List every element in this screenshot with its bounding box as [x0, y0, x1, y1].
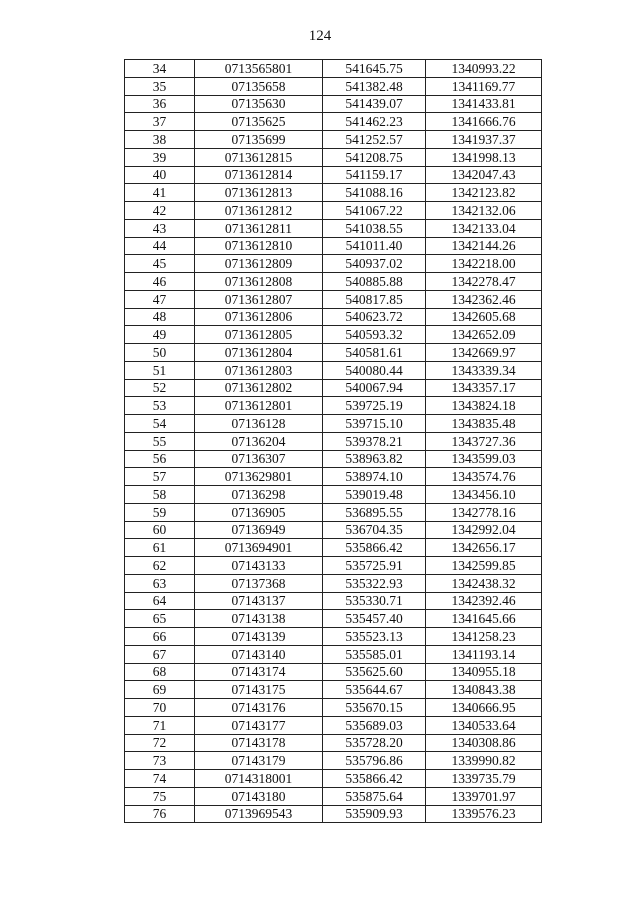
point-id-cell: 07143137 [195, 592, 323, 610]
table-row [125, 805, 542, 823]
row-number-cell: 40 [125, 166, 195, 184]
table-row [125, 131, 542, 149]
table-row [125, 468, 542, 486]
y-coordinate-cell: 1341645.66 [426, 610, 542, 628]
y-coordinate-cell: 1341258.23 [426, 628, 542, 646]
table-row [125, 663, 542, 681]
x-coordinate-cell: 541088.16 [323, 184, 426, 202]
row-number-cell: 60 [125, 521, 195, 539]
y-coordinate-cell: 1343824.18 [426, 397, 542, 415]
x-coordinate-cell: 535909.93 [323, 805, 426, 823]
row-number-cell: 34 [125, 60, 195, 78]
x-coordinate-cell: 541159.17 [323, 166, 426, 184]
y-coordinate-cell: 1342669.97 [426, 344, 542, 362]
y-coordinate-cell: 1343339.34 [426, 361, 542, 379]
table-row [125, 752, 542, 770]
row-number-cell: 70 [125, 699, 195, 717]
row-number-cell: 73 [125, 752, 195, 770]
x-coordinate-cell: 535670.15 [323, 699, 426, 717]
table-row [125, 273, 542, 291]
y-coordinate-cell: 1342218.00 [426, 255, 542, 273]
y-coordinate-cell: 1342599.85 [426, 557, 542, 575]
table-row [125, 592, 542, 610]
point-id-cell: 0713612815 [195, 148, 323, 166]
row-number-cell: 71 [125, 716, 195, 734]
table-row [125, 326, 542, 344]
y-coordinate-cell: 1342652.09 [426, 326, 542, 344]
table-row [125, 557, 542, 575]
row-number-cell: 67 [125, 645, 195, 663]
x-coordinate-cell: 535689.03 [323, 716, 426, 734]
x-coordinate-cell: 539378.21 [323, 432, 426, 450]
point-id-cell: 0713612812 [195, 202, 323, 220]
row-number-cell: 43 [125, 219, 195, 237]
x-coordinate-cell: 540623.72 [323, 308, 426, 326]
point-id-cell: 07136905 [195, 503, 323, 521]
point-id-cell: 07143140 [195, 645, 323, 663]
table-row [125, 219, 542, 237]
table-row [125, 237, 542, 255]
x-coordinate-cell: 535866.42 [323, 770, 426, 788]
y-coordinate-cell: 1342362.46 [426, 290, 542, 308]
point-id-cell: 07143133 [195, 557, 323, 575]
table-row [125, 681, 542, 699]
y-coordinate-cell: 1342392.46 [426, 592, 542, 610]
x-coordinate-cell: 535322.93 [323, 574, 426, 592]
y-coordinate-cell: 1342656.17 [426, 539, 542, 557]
y-coordinate-cell: 1341937.37 [426, 131, 542, 149]
table-row [125, 60, 542, 78]
point-id-cell: 0713612809 [195, 255, 323, 273]
table-row [125, 486, 542, 504]
point-id-cell: 07135630 [195, 95, 323, 113]
x-coordinate-cell: 540885.88 [323, 273, 426, 291]
row-number-cell: 68 [125, 663, 195, 681]
y-coordinate-cell: 1342144.26 [426, 237, 542, 255]
row-number-cell: 55 [125, 432, 195, 450]
x-coordinate-cell: 540080.44 [323, 361, 426, 379]
y-coordinate-cell: 1342123.82 [426, 184, 542, 202]
table-row [125, 699, 542, 717]
table-row [125, 716, 542, 734]
x-coordinate-cell: 538963.82 [323, 450, 426, 468]
row-number-cell: 61 [125, 539, 195, 557]
point-id-cell: 0713612805 [195, 326, 323, 344]
x-coordinate-cell: 539725.19 [323, 397, 426, 415]
point-id-cell: 0713612808 [195, 273, 323, 291]
x-coordinate-cell: 535644.67 [323, 681, 426, 699]
x-coordinate-cell: 540067.94 [323, 379, 426, 397]
row-number-cell: 46 [125, 273, 195, 291]
x-coordinate-cell: 540817.85 [323, 290, 426, 308]
y-coordinate-cell: 1342132.06 [426, 202, 542, 220]
row-number-cell: 35 [125, 77, 195, 95]
point-id-cell: 07143178 [195, 734, 323, 752]
row-number-cell: 66 [125, 628, 195, 646]
row-number-cell: 65 [125, 610, 195, 628]
point-id-cell: 0713565801 [195, 60, 323, 78]
y-coordinate-cell: 1339576.23 [426, 805, 542, 823]
point-id-cell: 07136204 [195, 432, 323, 450]
table-row [125, 166, 542, 184]
row-number-cell: 76 [125, 805, 195, 823]
y-coordinate-cell: 1340666.95 [426, 699, 542, 717]
point-id-cell: 07143180 [195, 787, 323, 805]
y-coordinate-cell: 1341433.81 [426, 95, 542, 113]
y-coordinate-cell: 1343727.36 [426, 432, 542, 450]
x-coordinate-cell: 540593.32 [323, 326, 426, 344]
table-row [125, 610, 542, 628]
y-coordinate-cell: 1341998.13 [426, 148, 542, 166]
point-id-cell: 07143177 [195, 716, 323, 734]
row-number-cell: 50 [125, 344, 195, 362]
point-id-cell: 07143139 [195, 628, 323, 646]
point-id-cell: 07135699 [195, 131, 323, 149]
x-coordinate-cell: 541038.55 [323, 219, 426, 237]
y-coordinate-cell: 1343574.76 [426, 468, 542, 486]
point-id-cell: 07143179 [195, 752, 323, 770]
table-row [125, 184, 542, 202]
x-coordinate-cell: 535728.20 [323, 734, 426, 752]
point-id-cell: 0713612810 [195, 237, 323, 255]
row-number-cell: 44 [125, 237, 195, 255]
row-number-cell: 39 [125, 148, 195, 166]
row-number-cell: 72 [125, 734, 195, 752]
point-id-cell: 0713694901 [195, 539, 323, 557]
point-id-cell: 0713612804 [195, 344, 323, 362]
x-coordinate-cell: 539019.48 [323, 486, 426, 504]
table-row [125, 521, 542, 539]
x-coordinate-cell: 539715.10 [323, 415, 426, 433]
point-id-cell: 0713612803 [195, 361, 323, 379]
x-coordinate-cell: 541252.57 [323, 131, 426, 149]
x-coordinate-cell: 541011.40 [323, 237, 426, 255]
table-row [125, 539, 542, 557]
table-row [125, 113, 542, 131]
x-coordinate-cell: 541462.23 [323, 113, 426, 131]
row-number-cell: 38 [125, 131, 195, 149]
point-id-cell: 0713612814 [195, 166, 323, 184]
y-coordinate-cell: 1340533.64 [426, 716, 542, 734]
x-coordinate-cell: 541067.22 [323, 202, 426, 220]
x-coordinate-cell: 540937.02 [323, 255, 426, 273]
y-coordinate-cell: 1342133.04 [426, 219, 542, 237]
table-row [125, 503, 542, 521]
table-row [125, 432, 542, 450]
x-coordinate-cell: 535725.91 [323, 557, 426, 575]
row-number-cell: 53 [125, 397, 195, 415]
x-coordinate-cell: 541645.75 [323, 60, 426, 78]
y-coordinate-cell: 1341666.76 [426, 113, 542, 131]
y-coordinate-cell: 1343456.10 [426, 486, 542, 504]
point-id-cell: 07135658 [195, 77, 323, 95]
table-body [125, 60, 542, 823]
x-coordinate-cell: 536895.55 [323, 503, 426, 521]
table-row [125, 255, 542, 273]
table-row [125, 379, 542, 397]
x-coordinate-cell: 535523.13 [323, 628, 426, 646]
x-coordinate-cell: 535866.42 [323, 539, 426, 557]
table-row [125, 450, 542, 468]
x-coordinate-cell: 541208.75 [323, 148, 426, 166]
x-coordinate-cell: 535330.71 [323, 592, 426, 610]
row-number-cell: 64 [125, 592, 195, 610]
row-number-cell: 36 [125, 95, 195, 113]
coordinates-table [124, 59, 542, 823]
table-row [125, 574, 542, 592]
x-coordinate-cell: 538974.10 [323, 468, 426, 486]
y-coordinate-cell: 1340308.86 [426, 734, 542, 752]
y-coordinate-cell: 1343357.17 [426, 379, 542, 397]
y-coordinate-cell: 1342438.32 [426, 574, 542, 592]
x-coordinate-cell: 535796.86 [323, 752, 426, 770]
point-id-cell: 0713629801 [195, 468, 323, 486]
row-number-cell: 57 [125, 468, 195, 486]
y-coordinate-cell: 1343599.03 [426, 450, 542, 468]
point-id-cell: 07143176 [195, 699, 323, 717]
table-row [125, 148, 542, 166]
point-id-cell: 0713612801 [195, 397, 323, 415]
table-row [125, 202, 542, 220]
y-coordinate-cell: 1339701.97 [426, 787, 542, 805]
row-number-cell: 52 [125, 379, 195, 397]
y-coordinate-cell: 1340993.22 [426, 60, 542, 78]
row-number-cell: 41 [125, 184, 195, 202]
point-id-cell: 07136298 [195, 486, 323, 504]
point-id-cell: 07143138 [195, 610, 323, 628]
y-coordinate-cell: 1342278.47 [426, 273, 542, 291]
y-coordinate-cell: 1339735.79 [426, 770, 542, 788]
point-id-cell: 07136949 [195, 521, 323, 539]
table-row [125, 77, 542, 95]
row-number-cell: 54 [125, 415, 195, 433]
y-coordinate-cell: 1342047.43 [426, 166, 542, 184]
x-coordinate-cell: 535875.64 [323, 787, 426, 805]
table-row [125, 361, 542, 379]
y-coordinate-cell: 1342778.16 [426, 503, 542, 521]
table-row [125, 770, 542, 788]
point-id-cell: 0714318001 [195, 770, 323, 788]
row-number-cell: 75 [125, 787, 195, 805]
row-number-cell: 69 [125, 681, 195, 699]
row-number-cell: 58 [125, 486, 195, 504]
row-number-cell: 42 [125, 202, 195, 220]
row-number-cell: 49 [125, 326, 195, 344]
table-row [125, 645, 542, 663]
table-row [125, 344, 542, 362]
table-row [125, 787, 542, 805]
point-id-cell: 0713612813 [195, 184, 323, 202]
x-coordinate-cell: 535457.40 [323, 610, 426, 628]
point-id-cell: 0713612806 [195, 308, 323, 326]
row-number-cell: 62 [125, 557, 195, 575]
row-number-cell: 51 [125, 361, 195, 379]
row-number-cell: 63 [125, 574, 195, 592]
point-id-cell: 07135625 [195, 113, 323, 131]
table-row [125, 628, 542, 646]
table-row [125, 95, 542, 113]
y-coordinate-cell: 1340843.38 [426, 681, 542, 699]
row-number-cell: 48 [125, 308, 195, 326]
x-coordinate-cell: 535585.01 [323, 645, 426, 663]
row-number-cell: 59 [125, 503, 195, 521]
page-number: 124 [308, 28, 332, 44]
row-number-cell: 56 [125, 450, 195, 468]
x-coordinate-cell: 541439.07 [323, 95, 426, 113]
x-coordinate-cell: 540581.61 [323, 344, 426, 362]
y-coordinate-cell: 1339990.82 [426, 752, 542, 770]
point-id-cell: 0713612811 [195, 219, 323, 237]
y-coordinate-cell: 1341193.14 [426, 645, 542, 663]
table-row [125, 397, 542, 415]
point-id-cell: 07136307 [195, 450, 323, 468]
table-row [125, 734, 542, 752]
row-number-cell: 45 [125, 255, 195, 273]
point-id-cell: 0713969543 [195, 805, 323, 823]
y-coordinate-cell: 1342992.04 [426, 521, 542, 539]
point-id-cell: 07137368 [195, 574, 323, 592]
point-id-cell: 0713612802 [195, 379, 323, 397]
row-number-cell: 37 [125, 113, 195, 131]
y-coordinate-cell: 1343835.48 [426, 415, 542, 433]
y-coordinate-cell: 1341169.77 [426, 77, 542, 95]
point-id-cell: 07136128 [195, 415, 323, 433]
x-coordinate-cell: 535625.60 [323, 663, 426, 681]
row-number-cell: 47 [125, 290, 195, 308]
table-row [125, 415, 542, 433]
x-coordinate-cell: 536704.35 [323, 521, 426, 539]
y-coordinate-cell: 1342605.68 [426, 308, 542, 326]
table-row [125, 308, 542, 326]
x-coordinate-cell: 541382.48 [323, 77, 426, 95]
point-id-cell: 0713612807 [195, 290, 323, 308]
y-coordinate-cell: 1340955.18 [426, 663, 542, 681]
point-id-cell: 07143175 [195, 681, 323, 699]
point-id-cell: 07143174 [195, 663, 323, 681]
table-row [125, 290, 542, 308]
row-number-cell: 74 [125, 770, 195, 788]
